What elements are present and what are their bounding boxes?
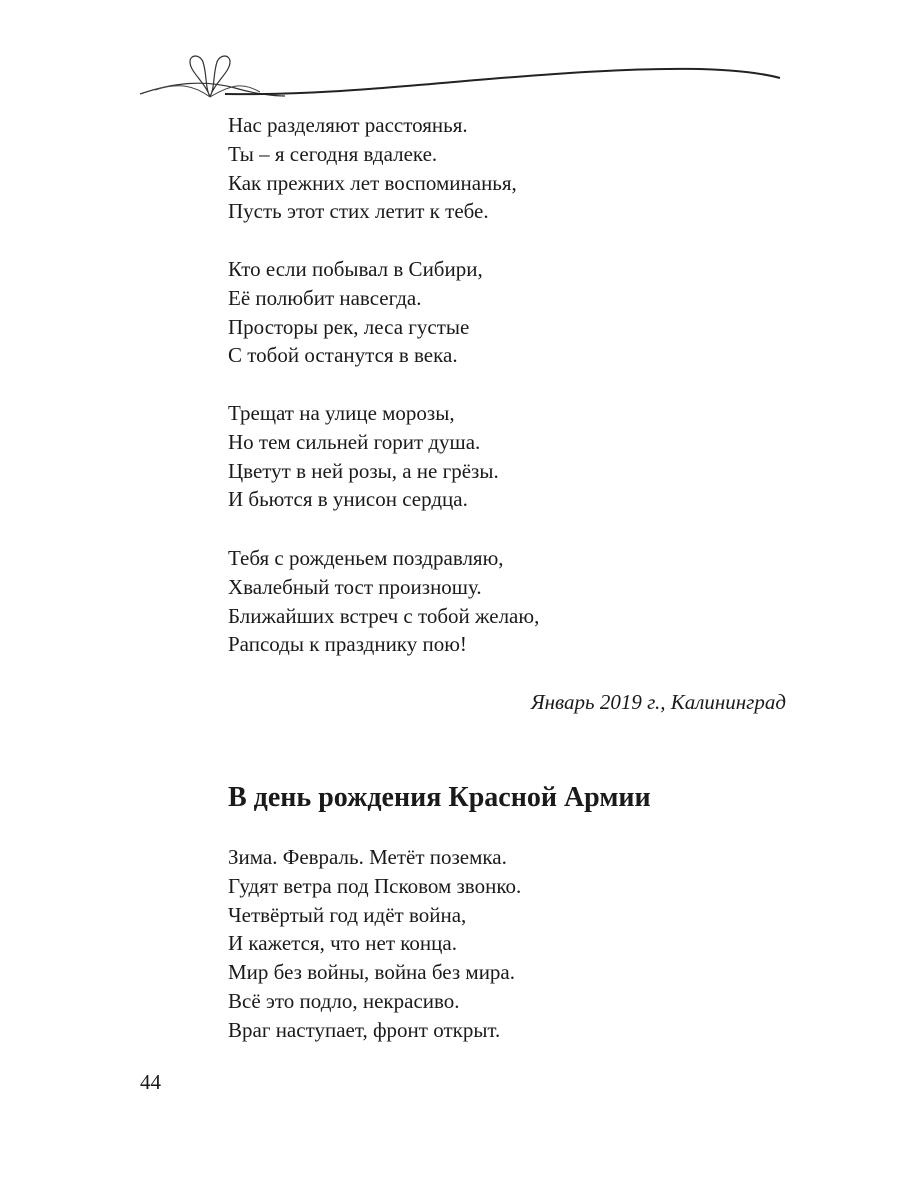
poem-line: Рапсоды к празднику пою! xyxy=(228,632,467,657)
poem2-stanza-1 xyxy=(228,843,521,1045)
poem-line: Трещат на улице морозы, xyxy=(228,401,455,425)
poem-line: Хвалебный тост произношу. xyxy=(228,574,482,599)
poem-line: Тебя с рожденьем поздравляю, xyxy=(228,546,504,570)
poem-line: Зима. Февраль. Метёт поземка. xyxy=(228,845,507,869)
page-number: 44 xyxy=(140,1070,161,1094)
poem1-stanza-3 xyxy=(228,399,499,514)
poem-line: Ближайших встреч с тобой желаю, xyxy=(228,603,540,628)
poem-line: Ты – я сегодня вдалеке. xyxy=(228,141,438,166)
poem-line: Просторы рек, леса густые xyxy=(228,314,470,339)
poem-line: И бьются в унисон сердца. xyxy=(228,487,468,512)
poem1-stanza-1 xyxy=(228,111,517,226)
poem-line: Мир без войны, война без мира. xyxy=(228,960,515,985)
poem1-stanza-2 xyxy=(228,255,483,370)
poem-title: В день рождения Красной Армии xyxy=(228,782,651,813)
decorative-flourish-ornament xyxy=(135,52,785,102)
poem-line: И кажется, что нет конца. xyxy=(228,931,457,956)
poem-line: С тобой останутся в века. xyxy=(228,343,458,368)
poem-line: Четвёртый год идёт война, xyxy=(228,902,467,927)
poem-line: Цветут в ней розы, а не грёзы. xyxy=(228,458,499,483)
poem-line: Враг наступает, фронт открыт. xyxy=(228,1017,501,1042)
poem-line: Кто если побывал в Сибири, xyxy=(228,257,483,281)
poem-line: Всё это подло, некрасиво. xyxy=(228,988,460,1013)
poem-line: Её полюбит навсегда. xyxy=(228,285,422,310)
poem-date-place: Январь 2019 г., Калининград xyxy=(530,690,786,714)
poem1-stanza-4 xyxy=(228,544,539,659)
poem-line: Нас разделяют расстоянья. xyxy=(228,113,468,137)
poem-line: Как прежних лет воспоминанья, xyxy=(228,170,517,195)
poem-line: Пусть этот стих летит к тебе. xyxy=(228,199,489,224)
poem-line: Но тем сильней горит душа. xyxy=(228,429,481,454)
poem-line: Гудят ветра под Псковом звонко. xyxy=(228,873,522,898)
